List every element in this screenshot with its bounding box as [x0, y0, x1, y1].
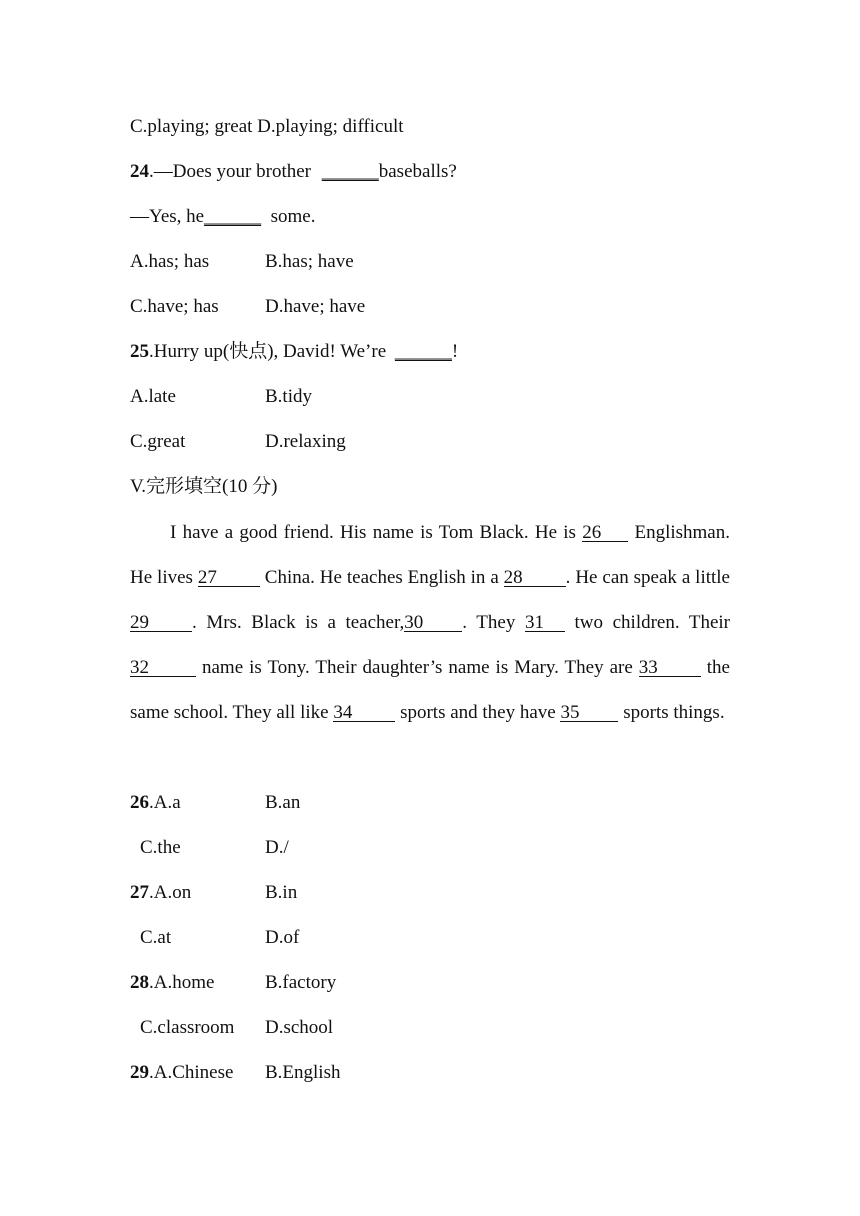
- q28-options-cd: [140, 1016, 334, 1040]
- q27-option-a: .A.on: [149, 882, 192, 903]
- q25-option-c: C.great: [130, 431, 186, 452]
- q24-option-a: A.has; has: [130, 251, 210, 272]
- q25-options-ab: [130, 385, 312, 409]
- q28-option-b: B.factory: [265, 972, 337, 993]
- q26-option-c: C.the: [140, 837, 181, 858]
- section-title: V.完形填空(10 分): [130, 476, 278, 497]
- q24-stem-a: .—Does your brother: [149, 161, 311, 182]
- q29-option-b: B.English: [265, 1062, 341, 1083]
- q26-options-cd: [140, 836, 289, 860]
- q25-option-a: A.late: [130, 386, 176, 407]
- q24-question: [130, 160, 457, 184]
- q24-reply-b: some.: [270, 206, 316, 227]
- blank-26: 26: [582, 524, 628, 542]
- q28-options-ab: [130, 971, 337, 995]
- q25-options-cd: [130, 430, 346, 454]
- blank-28: 28: [504, 569, 566, 587]
- blank-35: 35: [560, 704, 618, 722]
- q27-option-b: B.in: [265, 882, 298, 903]
- q28-option-d: D.school: [265, 1017, 334, 1038]
- cloze-passage: [130, 510, 730, 735]
- passage-text-5: . Mrs. Black is a teacher,: [192, 612, 405, 633]
- passage-text-6: . They: [462, 612, 516, 633]
- q27-options-cd: [140, 926, 300, 950]
- blank-29: 29: [130, 614, 192, 632]
- q26-number: 26: [130, 792, 149, 813]
- q24-option-d: D.have; have: [265, 296, 366, 317]
- q25-stem-b: !: [451, 341, 459, 362]
- q25-number: 25: [130, 341, 149, 362]
- q27-number: 27: [130, 882, 149, 903]
- q28-option-c: C.classroom: [140, 1017, 235, 1038]
- q27-option-c: C.at: [140, 927, 172, 948]
- blank-32: 32: [130, 659, 196, 677]
- q25-question: [130, 340, 458, 364]
- q27-option-d: D.of: [265, 927, 300, 948]
- passage-text-1: I have a good friend. His name is Tom Black. He is: [170, 522, 576, 543]
- q24-options-cd: [130, 295, 366, 319]
- q26-option-b: B.an: [265, 792, 301, 813]
- q24-reply-a: —Yes, he: [130, 206, 205, 227]
- passage-text-11: sports things.: [623, 702, 725, 723]
- q24-option-b: B.has; have: [265, 251, 354, 272]
- q26-option-a: .A.a: [149, 792, 181, 813]
- q24-number: 24: [130, 161, 149, 182]
- q23-option-c: C.playing; great: [130, 116, 253, 137]
- blank-27: 27: [198, 569, 260, 587]
- blank-31: 31: [525, 614, 565, 632]
- q25-stem-a: .Hurry up(快点), David! We’re: [149, 341, 387, 362]
- passage-text-4: . He can speak a little: [565, 567, 730, 588]
- q24-blank-2: ______: [204, 206, 262, 227]
- q25-option-b: B.tidy: [265, 386, 312, 407]
- q24-options-ab: [130, 250, 354, 274]
- q29-option-a: .A.Chinese: [149, 1062, 234, 1083]
- q29-options-ab: [130, 1061, 341, 1085]
- q28-number: 28: [130, 972, 149, 993]
- passage-text-8: name is Tony. Their daughter’s name is Mary. They are: [202, 657, 633, 678]
- blank-33: 33: [639, 659, 701, 677]
- q24-stem-b: baseballs?: [378, 161, 457, 182]
- passage-text-9: the same school. They all like: [130, 657, 730, 723]
- passage-text-7: two children. Their: [574, 612, 731, 633]
- q27-options-ab: [130, 881, 298, 905]
- q23-options-cd: [130, 115, 404, 139]
- q24-blank-1: ______: [321, 161, 379, 182]
- blank-34: 34: [333, 704, 395, 722]
- q29-number: 29: [130, 1062, 149, 1083]
- passage-text-3: China. He teaches English in a: [264, 567, 499, 588]
- blank-30: 30: [404, 614, 462, 632]
- q26-options-ab: [130, 791, 301, 815]
- q23-option-d: D.playing; difficult: [257, 116, 404, 137]
- passage-text-2: Englishman. He lives: [130, 522, 730, 588]
- q28-option-a: .A.home: [149, 972, 215, 993]
- passage-text-10: sports and they have: [400, 702, 556, 723]
- q25-option-d: D.relaxing: [265, 431, 346, 452]
- q24-option-c: C.have; has: [130, 296, 219, 317]
- q26-option-d: D./: [265, 837, 289, 858]
- q24-reply: [130, 205, 315, 229]
- q25-blank: ______: [394, 341, 452, 362]
